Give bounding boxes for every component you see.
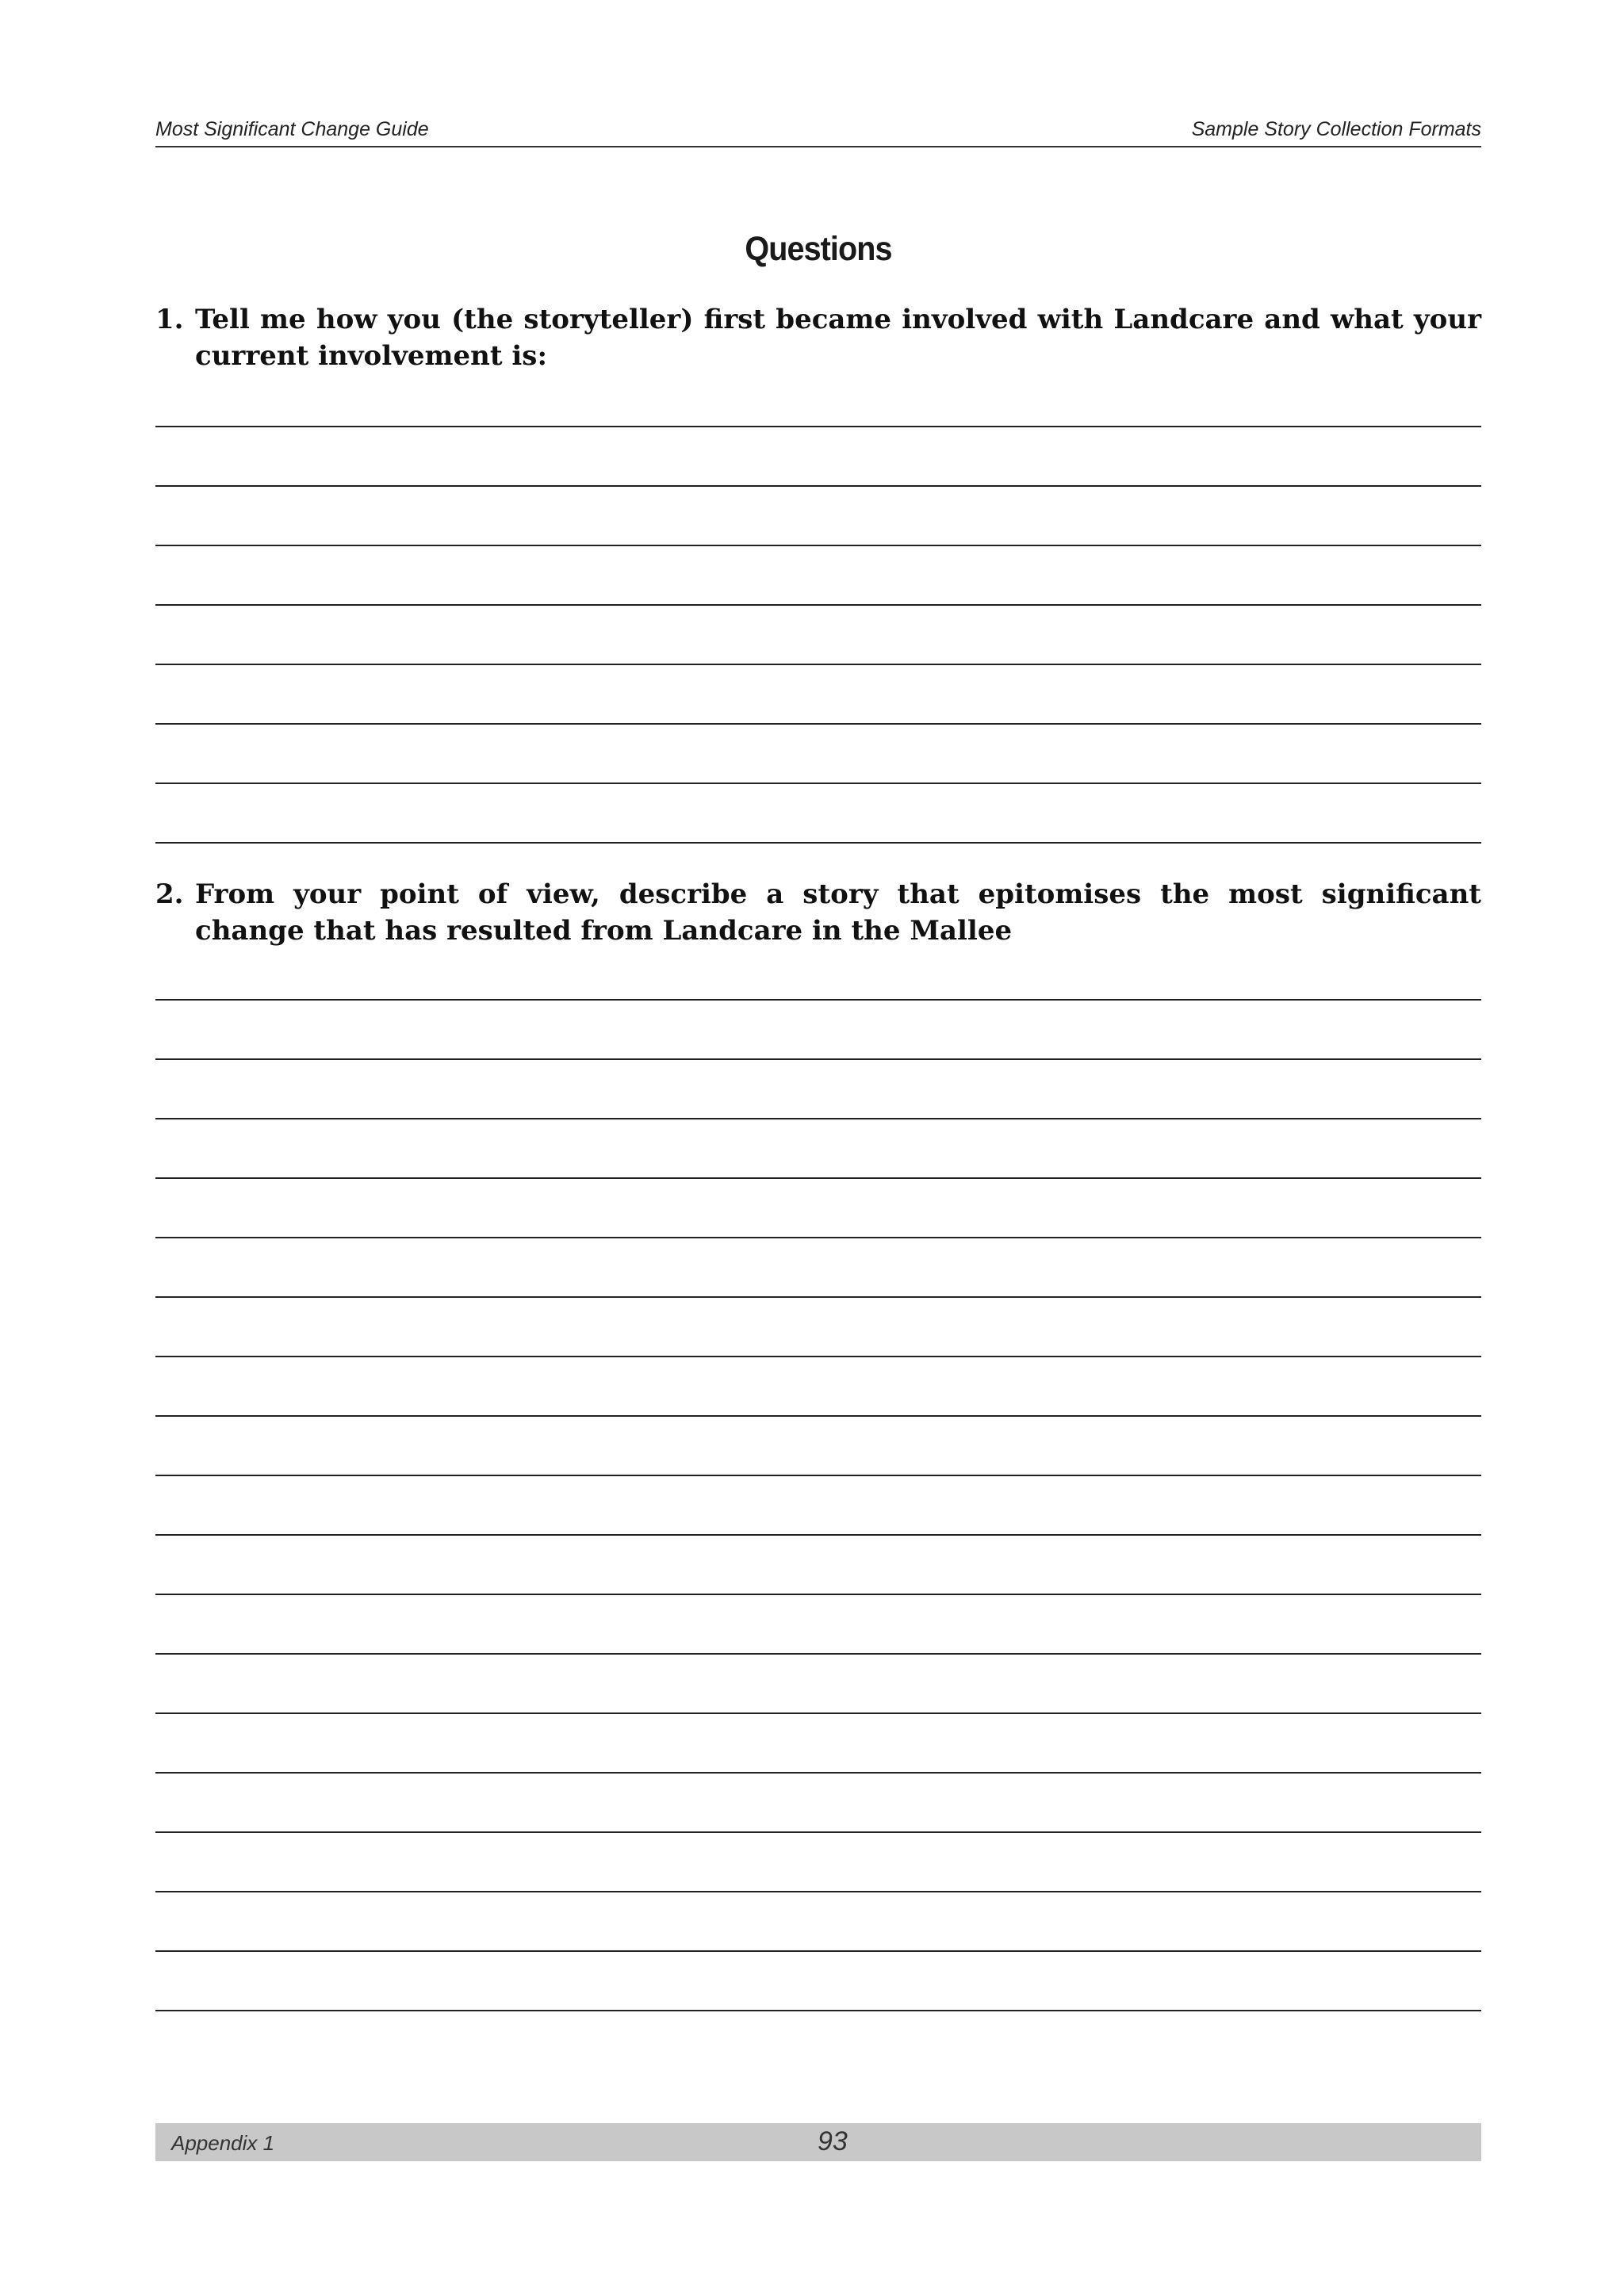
question-2-text: From your point of view, describe a story that epitomises the most significant change that has resulted from Landcare in the Mallee	[195, 878, 1481, 947]
answer-line[interactable]	[155, 1891, 1481, 1892]
question-2-number: 2.	[155, 878, 184, 910]
question-1	[155, 301, 1481, 374]
footer-section: Appendix 1	[171, 2131, 275, 2155]
answer-line[interactable]	[155, 1475, 1481, 1476]
header-section-title: Sample Story Collection Formats	[1191, 118, 1481, 140]
answer-line[interactable]	[155, 2010, 1481, 2011]
answer-line[interactable]	[155, 1534, 1481, 1536]
answer-line[interactable]	[155, 999, 1481, 1001]
answer-line[interactable]	[155, 1772, 1481, 1774]
running-header	[155, 113, 1481, 147]
answer-line[interactable]	[155, 723, 1481, 725]
answer-line[interactable]	[155, 1058, 1481, 1060]
answer-line[interactable]	[155, 485, 1481, 487]
question-1-number: 1.	[155, 304, 184, 335]
answer-line[interactable]	[155, 545, 1481, 546]
answer-line[interactable]	[155, 1177, 1481, 1179]
answer-line[interactable]	[155, 842, 1481, 844]
answer-line[interactable]	[155, 1653, 1481, 1655]
answer-line[interactable]	[155, 1356, 1481, 1357]
answer-line[interactable]	[155, 604, 1481, 606]
answer-line[interactable]	[155, 1296, 1481, 1298]
answer-line[interactable]	[155, 1118, 1481, 1119]
page-footer	[155, 2123, 1481, 2161]
answer-line[interactable]	[155, 1831, 1481, 1833]
answer-line[interactable]	[155, 1950, 1481, 1952]
answer-line[interactable]	[155, 1237, 1481, 1238]
question-2	[155, 876, 1481, 949]
answer-line[interactable]	[155, 783, 1481, 784]
answer-line[interactable]	[155, 664, 1481, 665]
answer-line[interactable]	[155, 426, 1481, 427]
page-number: 93	[818, 2126, 848, 2156]
header-guide-title: Most Significant Change Guide	[155, 118, 429, 140]
question-1-text: Tell me how you (the storyteller) first became involved with Landcare and what your current involvement is:	[195, 304, 1481, 372]
answer-line[interactable]	[155, 1712, 1481, 1714]
answer-line[interactable]	[155, 1415, 1481, 1417]
answer-line[interactable]	[155, 1594, 1481, 1595]
page-title: Questions	[745, 230, 892, 268]
